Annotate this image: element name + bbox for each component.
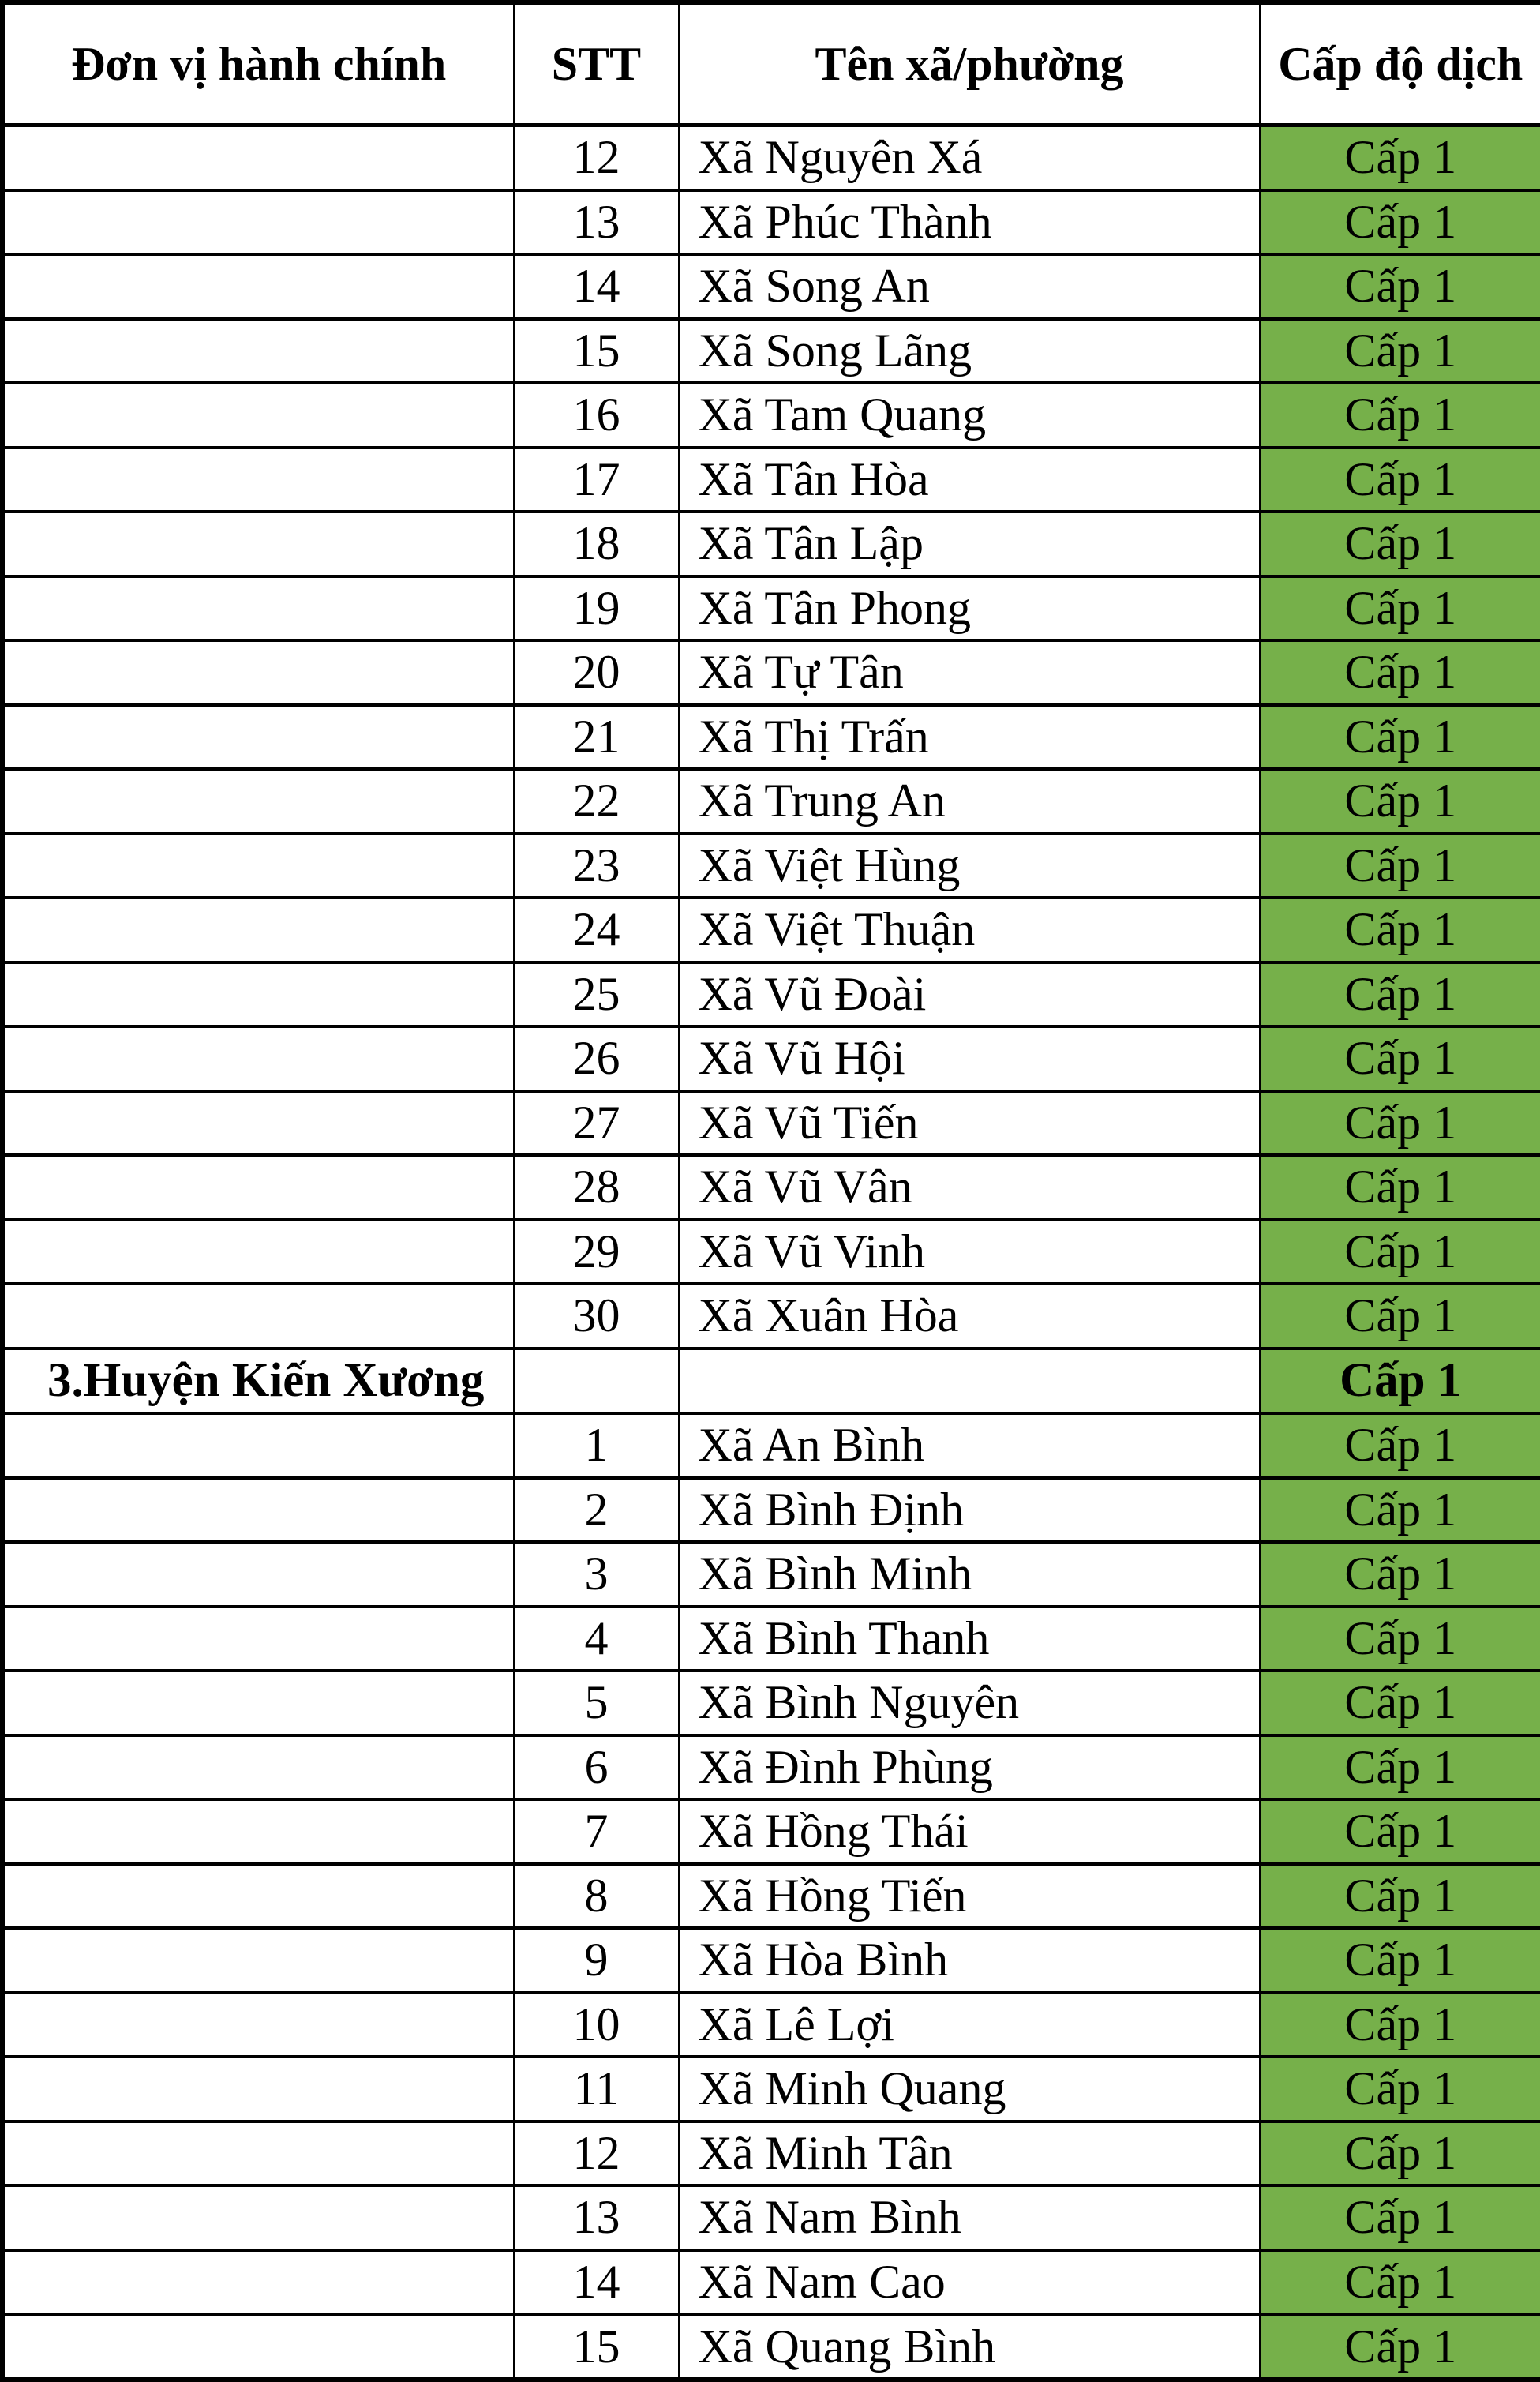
cell-admin-unit — [2, 1478, 514, 1543]
table-row — [2, 962, 1540, 1027]
cell-commune-name: Xã Minh Tân — [679, 2121, 1260, 2186]
cell-stt: 14 — [514, 254, 679, 319]
header-admin-unit: Đơn vị hành chính — [2, 2, 514, 126]
cell-stt: 17 — [514, 448, 679, 512]
table-row — [2, 1091, 1540, 1156]
cell-stt: 19 — [514, 576, 679, 641]
cell-commune-name: Xã Nguyên Xá — [679, 126, 1260, 190]
table-row — [2, 1671, 1540, 1735]
cell-commune-name: Xã Vũ Tiến — [679, 1091, 1260, 1156]
cell-epidemic-level: Cấp 1 — [1260, 834, 1540, 898]
cell-stt: 4 — [514, 1607, 679, 1671]
cell-epidemic-level: Cấp 1 — [1260, 1799, 1540, 1864]
cell-stt: 8 — [514, 1864, 679, 1929]
cell-epidemic-level: Cấp 1 — [1260, 1220, 1540, 1285]
cell-stt: 30 — [514, 1284, 679, 1349]
table-row — [2, 834, 1540, 898]
cell-commune-name: Xã Vũ Vân — [679, 1155, 1260, 1220]
table-row — [2, 383, 1540, 448]
cell-epidemic-level: Cấp 1 — [1260, 383, 1540, 448]
table-row — [2, 2314, 1540, 2380]
cell-epidemic-level: Cấp 1 — [1260, 2185, 1540, 2250]
cell-admin-unit — [2, 448, 514, 512]
table-row — [2, 1735, 1540, 1800]
cell-epidemic-level: Cấp 1 — [1260, 1091, 1540, 1156]
cell-commune-name: Xã Bình Thanh — [679, 1607, 1260, 1671]
cell-admin-unit — [2, 512, 514, 576]
cell-epidemic-level: Cấp 1 — [1260, 254, 1540, 319]
cell-commune-name: Xã Trung An — [679, 769, 1260, 834]
table-row — [2, 1607, 1540, 1671]
table-row — [2, 1799, 1540, 1864]
cell-epidemic-level: Cấp 1 — [1260, 1542, 1540, 1607]
header-epidemic-level: Cấp độ dịch — [1260, 2, 1540, 126]
cell-admin-unit — [2, 1220, 514, 1285]
cell-epidemic-level: Cấp 1 — [1260, 1349, 1540, 1414]
cell-admin-unit — [2, 2250, 514, 2315]
table-row — [2, 2121, 1540, 2186]
cell-epidemic-level: Cấp 1 — [1260, 1735, 1540, 1800]
cell-admin-unit — [2, 1026, 514, 1091]
cell-admin-unit — [2, 1864, 514, 1929]
table-row — [2, 769, 1540, 834]
cell-admin-unit — [2, 254, 514, 319]
cell-stt: 12 — [514, 126, 679, 190]
cell-epidemic-level: Cấp 1 — [1260, 1413, 1540, 1478]
cell-admin-unit — [2, 1735, 514, 1800]
cell-epidemic-level: Cấp 1 — [1260, 512, 1540, 576]
cell-admin-unit — [2, 1993, 514, 2058]
cell-commune-name: Xã Vũ Vinh — [679, 1220, 1260, 1285]
cell-stt: 15 — [514, 319, 679, 384]
cell-epidemic-level: Cấp 1 — [1260, 1864, 1540, 1929]
cell-admin-unit — [2, 962, 514, 1027]
cell-commune-name: Xã Bình Định — [679, 1478, 1260, 1543]
cell-admin-unit — [2, 1413, 514, 1478]
table-row — [2, 1284, 1540, 1349]
cell-epidemic-level: Cấp 1 — [1260, 962, 1540, 1027]
cell-stt: 6 — [514, 1735, 679, 1800]
cell-admin-unit — [2, 640, 514, 705]
cell-stt: 25 — [514, 962, 679, 1027]
cell-epidemic-level: Cấp 1 — [1260, 2250, 1540, 2315]
cell-commune-name: Xã Việt Thuận — [679, 898, 1260, 962]
cell-admin-unit — [2, 1928, 514, 1993]
cell-admin-unit — [2, 2121, 514, 2186]
table-row — [2, 1413, 1540, 1478]
cell-commune-name: Xã Song An — [679, 254, 1260, 319]
cell-stt: 3 — [514, 1542, 679, 1607]
cell-stt: 15 — [514, 2314, 679, 2380]
cell-commune-name: Xã Tam Quang — [679, 383, 1260, 448]
cell-epidemic-level: Cấp 1 — [1260, 190, 1540, 255]
cell-commune-name: Xã Bình Minh — [679, 1542, 1260, 1607]
cell-commune-name: Xã Song Lãng — [679, 319, 1260, 384]
cell-epidemic-level: Cấp 1 — [1260, 1607, 1540, 1671]
table-header — [2, 2, 1540, 126]
cell-commune-name: Xã Hồng Tiến — [679, 1864, 1260, 1929]
cell-commune-name: Xã Nam Bình — [679, 2185, 1260, 2250]
cell-epidemic-level: Cấp 1 — [1260, 705, 1540, 770]
header-row — [2, 2, 1540, 126]
cell-admin-unit — [2, 1607, 514, 1671]
cell-epidemic-level: Cấp 1 — [1260, 640, 1540, 705]
table-row — [2, 1026, 1540, 1091]
table-row — [2, 448, 1540, 512]
cell-commune-name: Xã Minh Quang — [679, 2057, 1260, 2121]
table-row — [2, 2185, 1540, 2250]
cell-commune-name: Xã Vũ Hội — [679, 1026, 1260, 1091]
table-row — [2, 705, 1540, 770]
cell-epidemic-level: Cấp 1 — [1260, 769, 1540, 834]
cell-stt: 27 — [514, 1091, 679, 1156]
cell-stt: 13 — [514, 2185, 679, 2250]
cell-commune-name: Xã Tân Lập — [679, 512, 1260, 576]
header-stt: STT — [514, 2, 679, 126]
cell-admin-unit — [2, 1091, 514, 1156]
cell-epidemic-level: Cấp 1 — [1260, 2121, 1540, 2186]
table-row — [2, 512, 1540, 576]
table-body — [2, 126, 1540, 2380]
table-row — [2, 1155, 1540, 1220]
table-row — [2, 2057, 1540, 2121]
cell-stt: 9 — [514, 1928, 679, 1993]
cell-stt: 21 — [514, 705, 679, 770]
cell-stt: 11 — [514, 2057, 679, 2121]
table-row — [2, 319, 1540, 384]
cell-stt: 20 — [514, 640, 679, 705]
cell-admin-unit — [2, 576, 514, 641]
cell-commune-name: Xã Đình Phùng — [679, 1735, 1260, 1800]
cell-epidemic-level: Cấp 1 — [1260, 576, 1540, 641]
table-row — [2, 190, 1540, 255]
table-row — [2, 1220, 1540, 1285]
cell-commune-name: Xã Hồng Thái — [679, 1799, 1260, 1864]
cell-commune-name: Xã Bình Nguyên — [679, 1671, 1260, 1735]
table-row — [2, 640, 1540, 705]
cell-commune-name: Xã Tân Hòa — [679, 448, 1260, 512]
cell-admin-unit — [2, 1671, 514, 1735]
cell-stt: 12 — [514, 2121, 679, 2186]
cell-commune-name: Xã Phúc Thành — [679, 190, 1260, 255]
cell-admin-unit — [2, 769, 514, 834]
cell-admin-unit: 3.Huyện Kiến Xương — [2, 1349, 514, 1414]
cell-stt: 5 — [514, 1671, 679, 1735]
cell-commune-name: Xã An Bình — [679, 1413, 1260, 1478]
cell-stt: 14 — [514, 2250, 679, 2315]
cell-admin-unit — [2, 1155, 514, 1220]
cell-admin-unit — [2, 1284, 514, 1349]
header-commune-name: Tên xã/phường — [679, 2, 1260, 126]
cell-stt: 1 — [514, 1413, 679, 1478]
cell-commune-name: Xã Xuân Hòa — [679, 1284, 1260, 1349]
cell-commune-name — [679, 1349, 1260, 1414]
cell-admin-unit — [2, 705, 514, 770]
table-row — [2, 576, 1540, 641]
cell-stt: 16 — [514, 383, 679, 448]
cell-stt: 13 — [514, 190, 679, 255]
table-row — [2, 1864, 1540, 1929]
cell-epidemic-level: Cấp 1 — [1260, 1671, 1540, 1735]
cell-epidemic-level: Cấp 1 — [1260, 898, 1540, 962]
cell-stt: 29 — [514, 1220, 679, 1285]
cell-commune-name: Xã Nam Cao — [679, 2250, 1260, 2315]
cell-admin-unit — [2, 383, 514, 448]
cell-epidemic-level: Cấp 1 — [1260, 2314, 1540, 2380]
cell-stt: 23 — [514, 834, 679, 898]
cell-epidemic-level: Cấp 1 — [1260, 319, 1540, 384]
cell-epidemic-level: Cấp 1 — [1260, 1928, 1540, 1993]
cell-commune-name: Xã Tân Phong — [679, 576, 1260, 641]
cell-epidemic-level: Cấp 1 — [1260, 1026, 1540, 1091]
cell-stt: 7 — [514, 1799, 679, 1864]
cell-commune-name: Xã Quang Bình — [679, 2314, 1260, 2380]
table-row — [2, 1349, 1540, 1414]
cell-stt: 22 — [514, 769, 679, 834]
cell-admin-unit — [2, 898, 514, 962]
table-row — [2, 126, 1540, 190]
table-row — [2, 898, 1540, 962]
cell-stt: 26 — [514, 1026, 679, 1091]
cell-epidemic-level: Cấp 1 — [1260, 448, 1540, 512]
cell-admin-unit — [2, 190, 514, 255]
cell-admin-unit — [2, 126, 514, 190]
table-row — [2, 2250, 1540, 2315]
table-row — [2, 254, 1540, 319]
table-row — [2, 1542, 1540, 1607]
cell-epidemic-level: Cấp 1 — [1260, 1155, 1540, 1220]
cell-commune-name: Xã Việt Hùng — [679, 834, 1260, 898]
cell-admin-unit — [2, 2185, 514, 2250]
cell-commune-name: Xã Lê Lợi — [679, 1993, 1260, 2058]
cell-commune-name: Xã Thị Trấn — [679, 705, 1260, 770]
cell-admin-unit — [2, 2314, 514, 2380]
cell-admin-unit — [2, 1542, 514, 1607]
cell-epidemic-level: Cấp 1 — [1260, 126, 1540, 190]
cell-epidemic-level: Cấp 1 — [1260, 1993, 1540, 2058]
cell-stt: 10 — [514, 1993, 679, 2058]
cell-stt: 18 — [514, 512, 679, 576]
cell-admin-unit — [2, 1799, 514, 1864]
cell-epidemic-level: Cấp 1 — [1260, 2057, 1540, 2121]
cell-stt: 24 — [514, 898, 679, 962]
cell-stt: 2 — [514, 1478, 679, 1543]
cell-stt: 28 — [514, 1155, 679, 1220]
table-row — [2, 1928, 1540, 1993]
table-row — [2, 1993, 1540, 2058]
cell-admin-unit — [2, 834, 514, 898]
cell-commune-name: Xã Tự Tân — [679, 640, 1260, 705]
table-row — [2, 1478, 1540, 1543]
cell-commune-name: Xã Vũ Đoài — [679, 962, 1260, 1027]
cell-epidemic-level: Cấp 1 — [1260, 1284, 1540, 1349]
cell-epidemic-level: Cấp 1 — [1260, 1478, 1540, 1543]
cell-admin-unit — [2, 319, 514, 384]
cell-commune-name: Xã Hòa Bình — [679, 1928, 1260, 1993]
cell-stt — [514, 1349, 679, 1414]
cell-admin-unit — [2, 2057, 514, 2121]
